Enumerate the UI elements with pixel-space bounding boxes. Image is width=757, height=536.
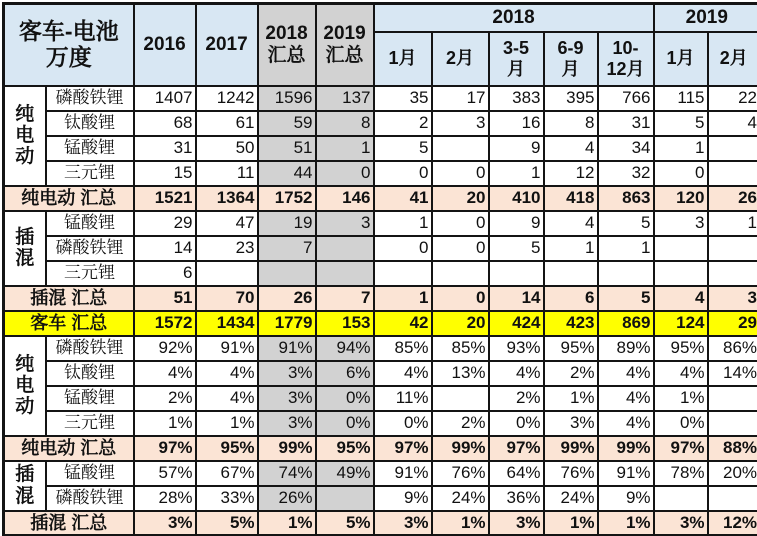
cell: 0 xyxy=(374,236,432,261)
cell: 3 xyxy=(316,211,374,236)
cell: 35 xyxy=(374,86,432,111)
cell: 97% xyxy=(654,436,708,461)
cell: 0 xyxy=(654,161,708,186)
cell: 85% xyxy=(432,336,489,361)
table-row xyxy=(4,511,757,536)
column-header-2018-total: 2018 汇总 xyxy=(258,4,316,86)
summary-row-label: 插混 汇总 xyxy=(4,511,134,536)
cell: 3% xyxy=(654,511,708,536)
column-header-2018-mar-may: 3-5 月 xyxy=(489,32,544,86)
cell: 26% xyxy=(258,486,316,511)
cell: 76% xyxy=(544,461,598,486)
row-group-label: 插混 xyxy=(4,461,46,511)
cell: 19 xyxy=(258,211,316,236)
cell: 4% xyxy=(654,361,708,386)
cell xyxy=(708,136,757,161)
cell: 4 xyxy=(654,286,708,311)
cell: 1 xyxy=(654,136,708,161)
cell: 68 xyxy=(134,111,196,136)
cell: 1% xyxy=(654,386,708,411)
cell: 94% xyxy=(316,336,374,361)
column-header-2018-oct-dec: 10- 12月 xyxy=(598,32,654,86)
cell: 1 xyxy=(544,236,598,261)
cell: 423 xyxy=(544,311,598,336)
cell: 85% xyxy=(374,336,432,361)
cell: 9% xyxy=(598,486,654,511)
cell: 91% xyxy=(258,336,316,361)
cell: 1% xyxy=(134,411,196,436)
table-row xyxy=(4,211,757,236)
table-row xyxy=(4,186,757,211)
cell: 99% xyxy=(598,436,654,461)
cell: 0% xyxy=(654,411,708,436)
row-group-label: 插混 xyxy=(4,211,46,286)
column-header-2018-jan: 1月 xyxy=(374,32,432,86)
row-group-label: 纯电动 xyxy=(4,336,46,436)
table-header xyxy=(4,4,757,86)
cell: 3% xyxy=(134,511,196,536)
cell: 8 xyxy=(544,111,598,136)
cell xyxy=(598,261,654,286)
cell: 44 xyxy=(258,161,316,186)
table-row xyxy=(4,111,757,136)
cell: 1596 xyxy=(258,86,316,111)
cell: 4% xyxy=(374,361,432,386)
cell: 1% xyxy=(258,511,316,536)
column-header-2017: 2017 xyxy=(196,4,258,86)
cell: 31 xyxy=(134,136,196,161)
cell: 16 xyxy=(489,111,544,136)
cell: 24% xyxy=(544,486,598,511)
row-label: 磷酸铁锂 xyxy=(46,336,134,361)
cell: 31 xyxy=(598,111,654,136)
cell: 153 xyxy=(316,311,374,336)
cell: 1572 xyxy=(134,311,196,336)
cell: 5% xyxy=(196,511,258,536)
cell: 20 xyxy=(432,186,489,211)
row-label: 磷酸铁锂 xyxy=(46,236,134,261)
cell xyxy=(544,261,598,286)
table-row xyxy=(4,311,757,336)
cell: 99% xyxy=(258,436,316,461)
cell: 28% xyxy=(134,486,196,511)
cell: 95% xyxy=(654,336,708,361)
cell: 97% xyxy=(374,436,432,461)
cell: 12 xyxy=(544,161,598,186)
table-row xyxy=(4,86,757,111)
summary-row-label: 插混 汇总 xyxy=(4,286,134,311)
cell: 50 xyxy=(196,136,258,161)
row-label: 锰酸锂 xyxy=(46,211,134,236)
table-row xyxy=(4,411,757,436)
cell: 6% xyxy=(316,361,374,386)
cell: 4 xyxy=(544,211,598,236)
cell: 0 xyxy=(374,161,432,186)
cell: 33% xyxy=(196,486,258,511)
cell: 22 xyxy=(708,86,757,111)
cell: 24% xyxy=(432,486,489,511)
column-header-2019-total: 2019 汇总 xyxy=(316,4,374,86)
cell xyxy=(708,386,757,411)
cell: 4% xyxy=(598,386,654,411)
row-label: 钛酸锂 xyxy=(46,361,134,386)
cell: 57% xyxy=(134,461,196,486)
cell: 89% xyxy=(598,336,654,361)
cell: 0% xyxy=(316,386,374,411)
cell: 1 xyxy=(708,211,757,236)
cell: 29 xyxy=(134,211,196,236)
cell: 863 xyxy=(598,186,654,211)
cell: 5 xyxy=(374,136,432,161)
cell: 1521 xyxy=(134,186,196,211)
cell: 2% xyxy=(432,411,489,436)
table-row xyxy=(4,136,757,161)
cell: 51 xyxy=(134,286,196,311)
cell: 1% xyxy=(598,511,654,536)
cell: 410 xyxy=(489,186,544,211)
cell: 1779 xyxy=(258,311,316,336)
cell: 0 xyxy=(432,161,489,186)
cell: 4% xyxy=(196,386,258,411)
cell: 15 xyxy=(134,161,196,186)
cell: 34 xyxy=(598,136,654,161)
cell: 2% xyxy=(544,361,598,386)
cell: 0% xyxy=(374,411,432,436)
column-group-2019: 2019 xyxy=(654,4,757,32)
cell: 29 xyxy=(708,311,757,336)
cell: 3% xyxy=(374,511,432,536)
cell: 70 xyxy=(196,286,258,311)
cell: 4% xyxy=(598,411,654,436)
cell: 1% xyxy=(544,386,598,411)
cell: 137 xyxy=(316,86,374,111)
cell xyxy=(196,261,258,286)
cell: 1752 xyxy=(258,186,316,211)
cell: 86% xyxy=(708,336,757,361)
cell: 5 xyxy=(598,286,654,311)
cell: 0% xyxy=(489,411,544,436)
cell: 0 xyxy=(432,236,489,261)
cell: 146 xyxy=(316,186,374,211)
cell: 99% xyxy=(544,436,598,461)
cell: 4% xyxy=(489,361,544,386)
cell: 0 xyxy=(432,211,489,236)
header-span-row xyxy=(4,4,757,32)
cell: 26 xyxy=(708,186,757,211)
cell: 64% xyxy=(489,461,544,486)
cell: 1434 xyxy=(196,311,258,336)
cell: 0% xyxy=(316,411,374,436)
cell: 4% xyxy=(134,361,196,386)
table-title-line2: 万度 xyxy=(45,43,92,70)
row-label: 锰酸锂 xyxy=(46,461,134,486)
cell: 115 xyxy=(654,86,708,111)
table-row xyxy=(4,236,757,261)
table-row xyxy=(4,486,757,511)
cell: 1 xyxy=(374,286,432,311)
cell: 383 xyxy=(489,86,544,111)
cell: 67% xyxy=(196,461,258,486)
cell: 1 xyxy=(598,236,654,261)
cell: 97% xyxy=(489,436,544,461)
cell: 1 xyxy=(489,161,544,186)
cell: 1407 xyxy=(134,86,196,111)
cell: 1364 xyxy=(196,186,258,211)
cell: 120 xyxy=(654,186,708,211)
cell: 76% xyxy=(432,461,489,486)
summary-row-label: 纯电动 汇总 xyxy=(4,436,134,461)
cell xyxy=(316,236,374,261)
cell: 424 xyxy=(489,311,544,336)
cell xyxy=(316,486,374,511)
row-label: 三元锂 xyxy=(46,261,134,286)
cell: 2% xyxy=(134,386,196,411)
cell: 97% xyxy=(134,436,196,461)
cell: 1% xyxy=(544,511,598,536)
cell xyxy=(708,411,757,436)
cell: 1 xyxy=(374,211,432,236)
table-row xyxy=(4,386,757,411)
cell: 3% xyxy=(544,411,598,436)
cell: 3% xyxy=(489,511,544,536)
cell: 23 xyxy=(196,236,258,261)
cell: 14 xyxy=(134,236,196,261)
cell: 61 xyxy=(196,111,258,136)
cell: 4% xyxy=(196,361,258,386)
table-row xyxy=(4,261,757,286)
table-row xyxy=(4,436,757,461)
cell: 20 xyxy=(432,311,489,336)
cell xyxy=(489,261,544,286)
cell: 6 xyxy=(134,261,196,286)
cell: 766 xyxy=(598,86,654,111)
cell: 36% xyxy=(489,486,544,511)
table-body xyxy=(4,86,757,536)
column-header-2019-jan: 1月 xyxy=(654,32,708,86)
cell xyxy=(374,261,432,286)
cell: 3 xyxy=(432,111,489,136)
cell: 4% xyxy=(598,361,654,386)
cell: 9 xyxy=(489,211,544,236)
cell: 3 xyxy=(654,211,708,236)
cell: 14% xyxy=(708,361,757,386)
cell: 49% xyxy=(316,461,374,486)
cell: 0 xyxy=(316,161,374,186)
row-label: 磷酸铁锂 xyxy=(46,486,134,511)
cell xyxy=(432,136,489,161)
cell: 41 xyxy=(374,186,432,211)
cell xyxy=(316,261,374,286)
cell: 78% xyxy=(654,461,708,486)
cell: 4 xyxy=(708,111,757,136)
table-title xyxy=(4,4,134,86)
cell: 26 xyxy=(258,286,316,311)
cell xyxy=(654,486,708,511)
cell: 88% xyxy=(708,436,757,461)
cell: 11 xyxy=(196,161,258,186)
cell: 47 xyxy=(196,211,258,236)
cell: 2 xyxy=(374,111,432,136)
table-row xyxy=(4,161,757,186)
row-label: 磷酸铁锂 xyxy=(46,86,134,111)
cell: 12% xyxy=(708,511,757,536)
bus-battery-table xyxy=(2,2,757,536)
cell: 59 xyxy=(258,111,316,136)
cell xyxy=(432,261,489,286)
row-label: 锰酸锂 xyxy=(46,136,134,161)
cell: 95% xyxy=(196,436,258,461)
cell xyxy=(708,236,757,261)
table-row xyxy=(4,336,757,361)
cell: 3% xyxy=(258,361,316,386)
cell: 5 xyxy=(598,211,654,236)
table-title-line1: 客车-电池 xyxy=(18,18,119,44)
cell: 2% xyxy=(489,386,544,411)
cell: 395 xyxy=(544,86,598,111)
cell: 6 xyxy=(544,286,598,311)
cell: 93% xyxy=(489,336,544,361)
row-label: 锰酸锂 xyxy=(46,386,134,411)
cell: 869 xyxy=(598,311,654,336)
cell: 3% xyxy=(258,411,316,436)
cell: 95% xyxy=(316,436,374,461)
cell: 1% xyxy=(432,511,489,536)
cell: 5 xyxy=(489,236,544,261)
cell: 7 xyxy=(316,286,374,311)
summary-row-label: 客车 汇总 xyxy=(4,311,134,336)
row-label: 三元锂 xyxy=(46,411,134,436)
cell: 92% xyxy=(134,336,196,361)
column-header-2018-feb: 2月 xyxy=(432,32,489,86)
column-header-2019-feb: 2月 xyxy=(708,32,757,86)
table-row xyxy=(4,361,757,386)
cell: 74% xyxy=(258,461,316,486)
cell xyxy=(654,261,708,286)
cell: 13% xyxy=(432,361,489,386)
cell: 99% xyxy=(432,436,489,461)
row-label: 三元锂 xyxy=(46,161,134,186)
cell: 17 xyxy=(432,86,489,111)
column-group-2018: 2018 xyxy=(374,4,654,32)
cell: 91% xyxy=(374,461,432,486)
cell xyxy=(708,161,757,186)
cell: 1242 xyxy=(196,86,258,111)
cell: 3 xyxy=(708,286,757,311)
cell: 95% xyxy=(544,336,598,361)
cell: 11% xyxy=(374,386,432,411)
column-header-2016: 2016 xyxy=(134,4,196,86)
cell: 1 xyxy=(316,136,374,161)
cell: 9% xyxy=(374,486,432,511)
cell xyxy=(708,261,757,286)
cell xyxy=(708,486,757,511)
cell: 418 xyxy=(544,186,598,211)
row-group-label: 纯电动 xyxy=(4,86,46,186)
cell: 32 xyxy=(598,161,654,186)
column-header-2018-jun-sep: 6-9 月 xyxy=(544,32,598,86)
cell: 0 xyxy=(432,286,489,311)
cell: 4 xyxy=(544,136,598,161)
summary-row-label: 纯电动 汇总 xyxy=(4,186,134,211)
cell: 91% xyxy=(598,461,654,486)
cell: 124 xyxy=(654,311,708,336)
cell: 3% xyxy=(258,386,316,411)
cell xyxy=(654,236,708,261)
cell: 5% xyxy=(316,511,374,536)
cell: 20% xyxy=(708,461,757,486)
cell: 8 xyxy=(316,111,374,136)
cell: 1% xyxy=(196,411,258,436)
cell: 51 xyxy=(258,136,316,161)
row-label: 钛酸锂 xyxy=(46,111,134,136)
cell: 9 xyxy=(489,136,544,161)
table-row xyxy=(4,461,757,486)
cell xyxy=(258,261,316,286)
cell: 91% xyxy=(196,336,258,361)
cell xyxy=(432,386,489,411)
cell: 7 xyxy=(258,236,316,261)
cell: 14 xyxy=(489,286,544,311)
cell: 42 xyxy=(374,311,432,336)
table-row xyxy=(4,286,757,311)
cell: 5 xyxy=(654,111,708,136)
